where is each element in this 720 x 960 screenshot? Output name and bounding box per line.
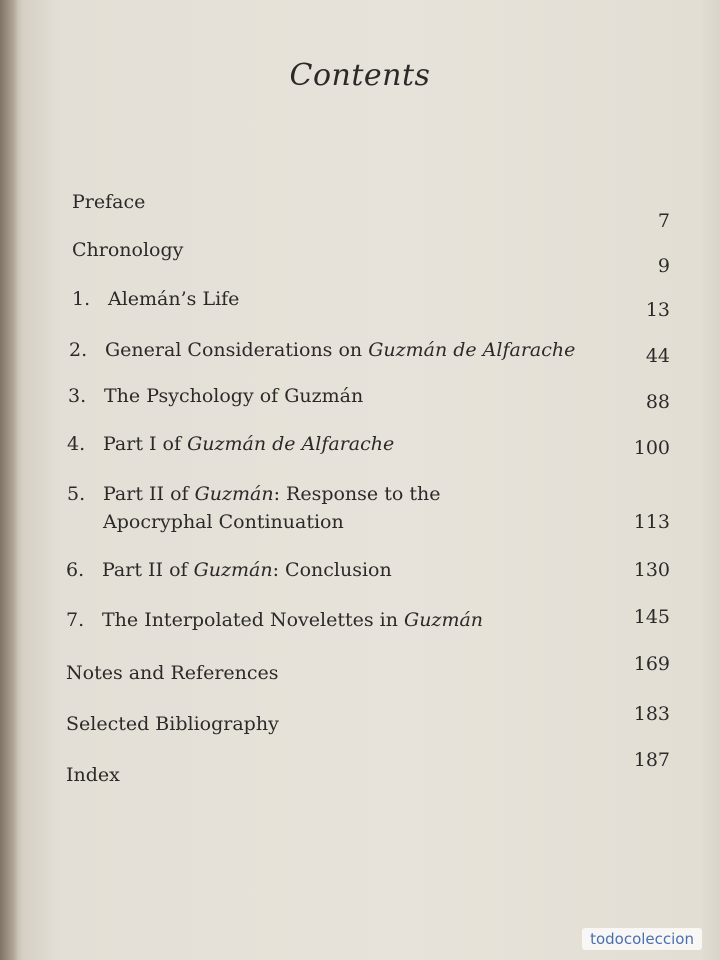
chapter-number: 1. — [72, 288, 91, 310]
chapter-number: 7. — [66, 609, 85, 631]
page-number: 100 — [633, 437, 670, 459]
chapter-number: 2. — [69, 339, 88, 361]
page-number: 169 — [633, 653, 670, 675]
entry-title — [105, 336, 575, 364]
page-number: 113 — [633, 511, 670, 533]
page-number: 13 — [645, 299, 670, 321]
title-part: Part II of — [102, 559, 194, 581]
toc-entry — [0, 749, 720, 821]
watermark: todocoleccion — [582, 928, 702, 950]
chapter-number: 6. — [66, 559, 85, 581]
title-part: The Interpolated Novelettes in — [102, 609, 405, 631]
entry-title — [66, 659, 279, 687]
italic-title-part: Guzmán de Alfarache — [187, 433, 395, 455]
title-part: Notes and References — [66, 662, 279, 684]
toc-entry — [0, 480, 720, 540]
page-number: 183 — [633, 703, 670, 725]
entry-title — [103, 480, 440, 508]
entry-title — [72, 236, 183, 264]
title-part: Index — [66, 764, 120, 786]
entry-title — [66, 761, 120, 789]
title-part: Part I of — [103, 433, 188, 455]
entry-title — [108, 285, 239, 313]
chapter-number: 3. — [68, 385, 87, 407]
title-part: General Considerations on — [105, 339, 369, 361]
italic-title-part: Guzmán — [194, 483, 274, 505]
title-part: Part II of — [103, 483, 195, 505]
page-number: 7 — [657, 210, 670, 232]
title-part: Chronology — [72, 239, 184, 261]
italic-title-part: Guzmán de Alfarache — [368, 339, 576, 361]
chapter-number: 5. — [67, 483, 86, 505]
entry-title — [66, 710, 279, 738]
page-number: 44 — [645, 345, 670, 367]
entry-title — [102, 606, 483, 634]
page-number: 9 — [657, 255, 670, 277]
italic-title-part: Guzmán — [404, 609, 484, 631]
contents-title: Contents — [289, 58, 431, 93]
entry-title — [102, 556, 392, 584]
page-number: 130 — [633, 559, 670, 581]
title-part: The Psychology of Guzmán — [104, 385, 364, 407]
page-number: 187 — [633, 749, 670, 771]
title-part: Alemán’s Life — [108, 288, 240, 310]
page-number: 145 — [633, 606, 670, 628]
title-part: : Response to the — [273, 483, 441, 505]
chapter-number: 4. — [67, 433, 86, 455]
entry-title — [103, 430, 394, 458]
entry-title — [72, 188, 145, 216]
toc-entry — [0, 606, 720, 666]
title-part: Selected Bibliography — [66, 713, 279, 735]
entry-title — [104, 382, 363, 410]
entry-title-continuation: Apocryphal Continuation — [103, 511, 344, 533]
page-number: 88 — [645, 391, 670, 413]
title-part: Preface — [72, 191, 146, 213]
title-part: : Conclusion — [272, 559, 392, 581]
italic-title-part: Guzmán — [193, 559, 273, 581]
